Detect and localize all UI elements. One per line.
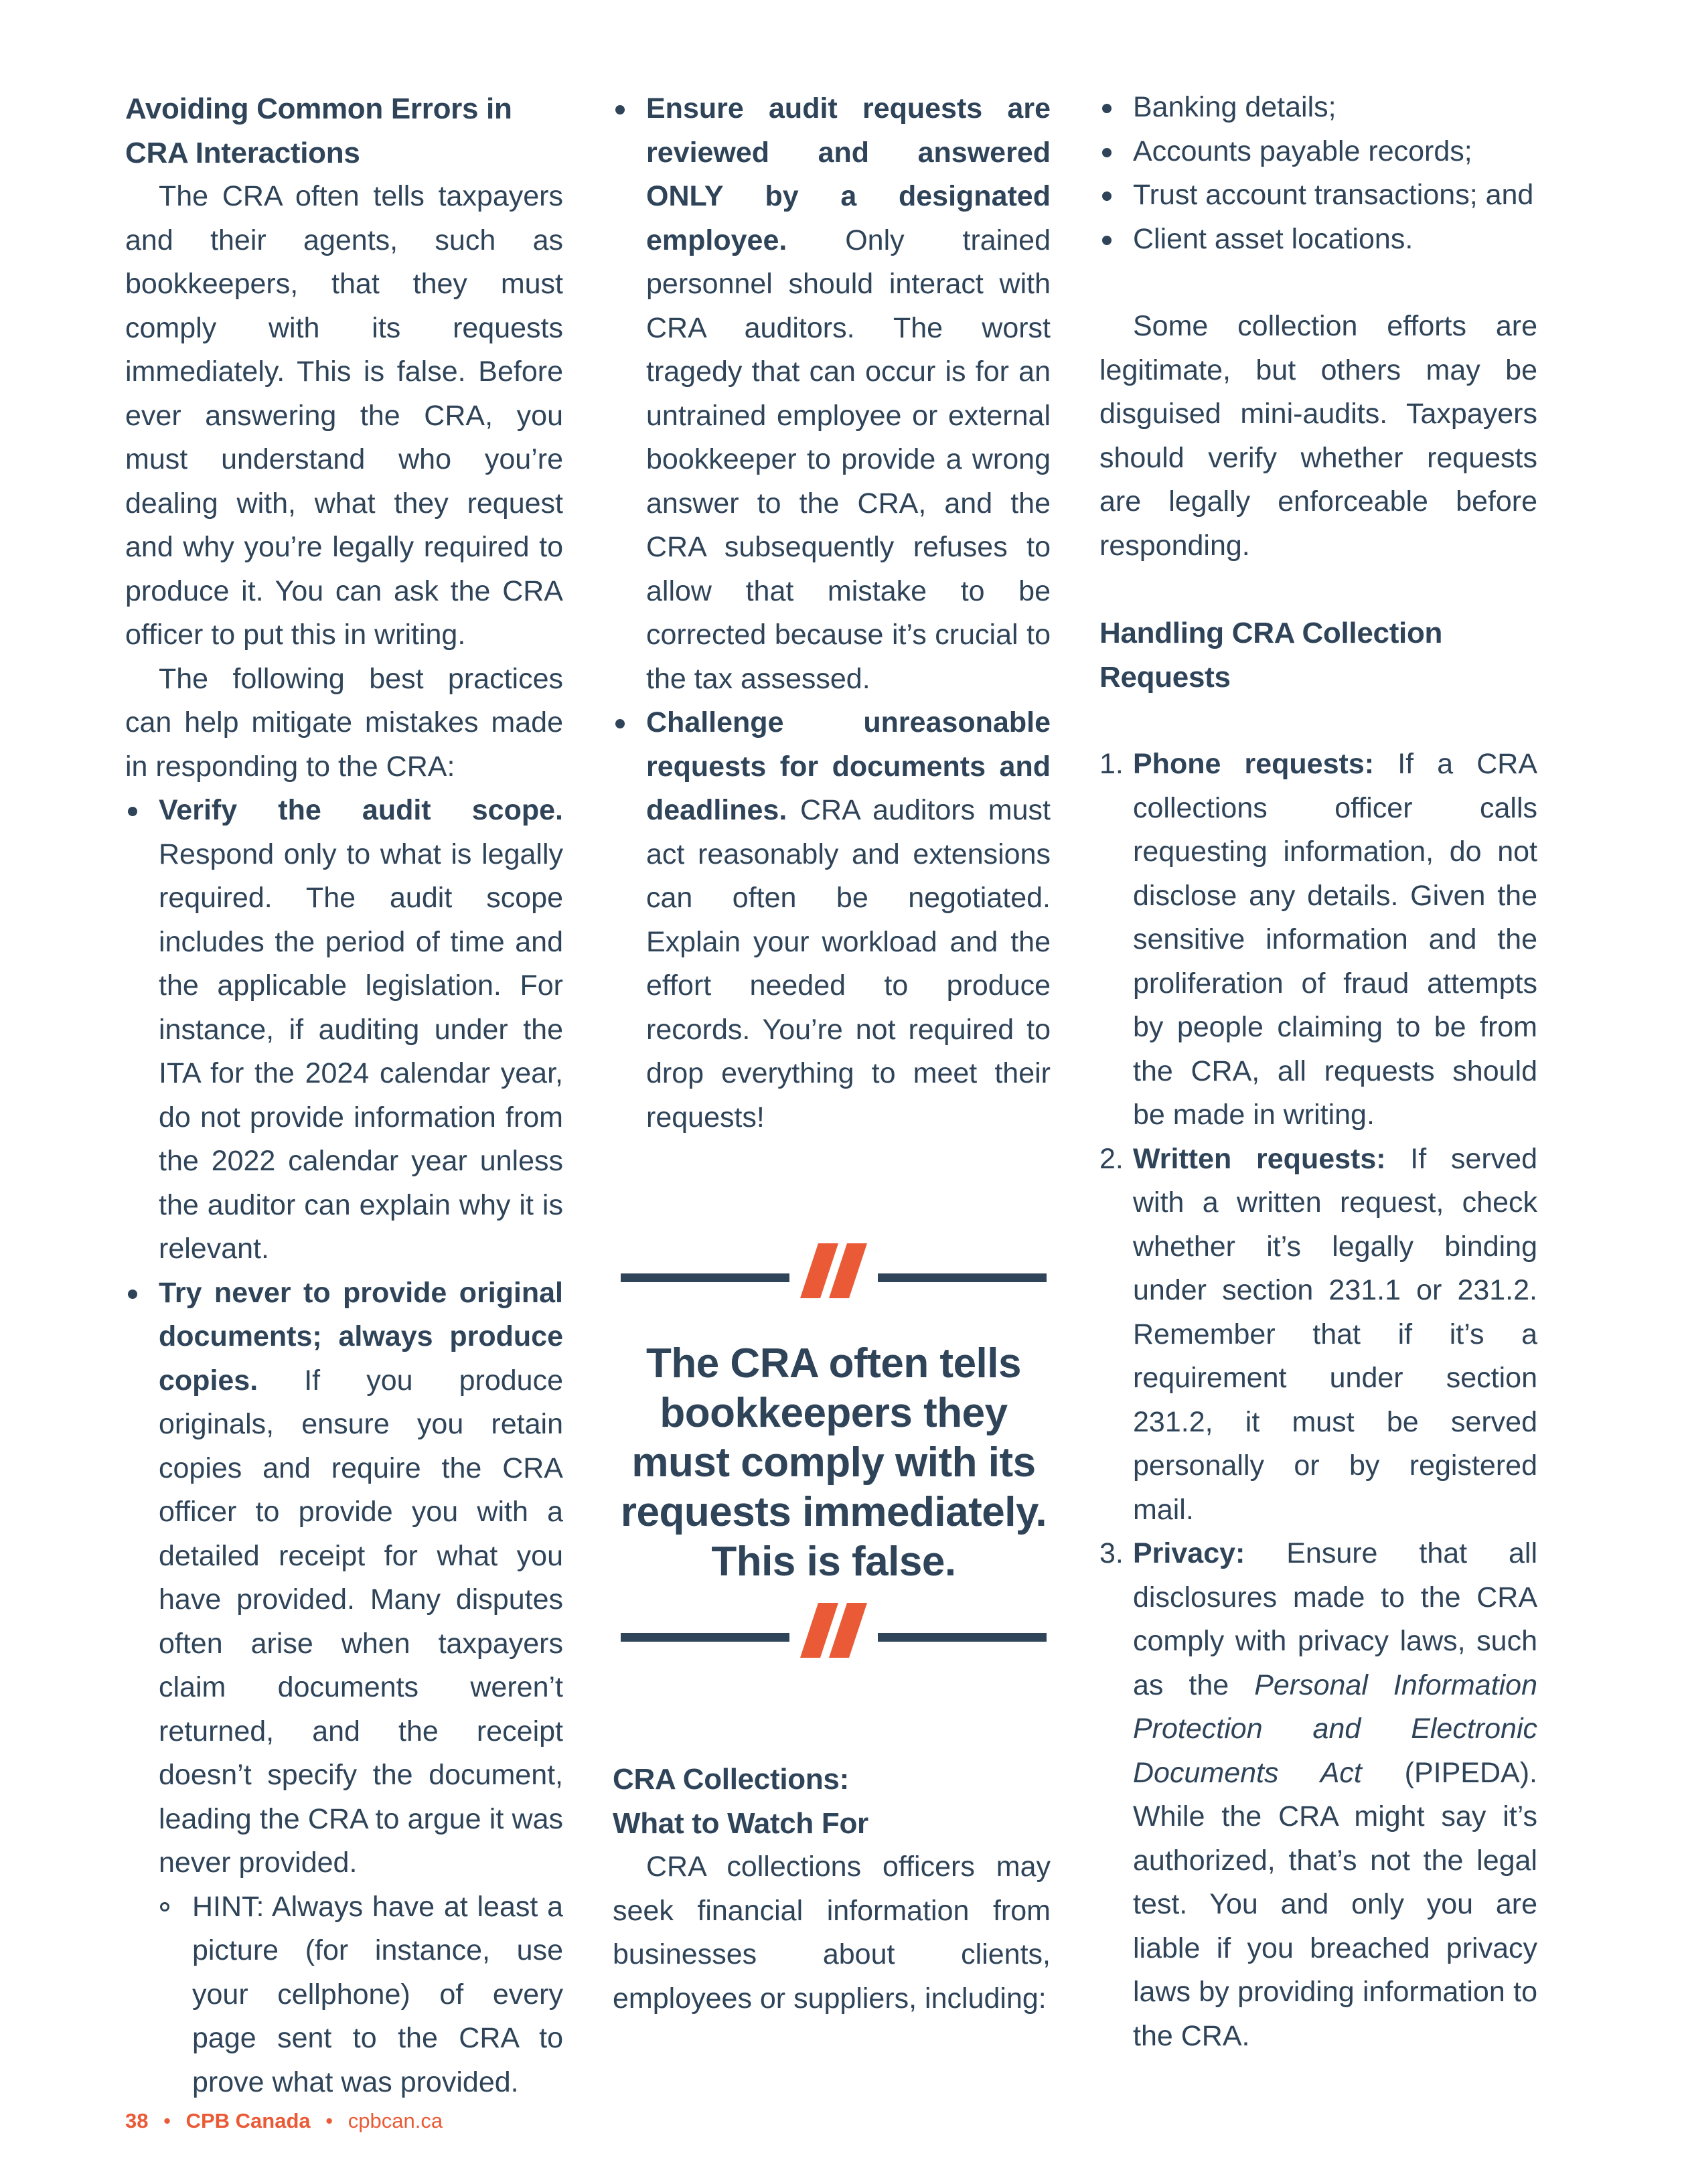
paragraph: The following best practices can help mitigate mistakes made in responding to the CRA: (125, 662, 563, 783)
act-title: Personal Information Protection and Electronic Documents Act (1133, 1668, 1537, 1789)
column-2-collections (613, 1758, 1051, 2021)
list-item (125, 789, 563, 1271)
numbered-item (1099, 743, 1537, 1138)
publication-name: CPB Canada (185, 2109, 311, 2132)
pull-quote-bottom-rule (613, 1602, 1055, 1675)
page-number: 38 (125, 2109, 149, 2132)
page-footer (125, 2109, 443, 2133)
requests-numbered-list (1099, 743, 1537, 2058)
item-lead: Written requests: (1133, 1142, 1386, 1175)
pull-quote-top-rule (613, 1242, 1055, 1316)
item-text: Ensure that all disclosures made to the CRA comply with privacy laws, such as the (1133, 1537, 1537, 1701)
section-heading-avoiding-errors: Avoiding Common Errors in CRA Interactions (125, 92, 512, 169)
list-item-text: Only trained personnel should interact with CRA auditors. The worst tragedy that can occur is for an untrained employee or external bookkeeper to provide a wrong answer to the CRA, and the CRA subsequently refuses to allow that mistake to be corrected because it’s crucial to the tax assessed. (646, 224, 1051, 695)
list-item-lead: Verify the audit scope. (159, 794, 563, 826)
financial-info-list (1099, 86, 1537, 261)
column-3 (1099, 86, 1537, 2058)
list-item: Accounts payable records; (1099, 130, 1537, 174)
quote-mark-icon (797, 1602, 870, 1675)
column-1 (125, 87, 563, 2104)
pull-quote-text: The CRA often tells bookkeepers they must comply with its requests immediately. This is false. (620, 1340, 1047, 1585)
divider (878, 1273, 1047, 1282)
list-item: Client asset locations. (1099, 218, 1537, 262)
item-text: If a CRA collections officer calls requesting information, do not disclose any details. Given the sensitive information and the proliferation of fraud attempts by people claiming to be from the CRA, all requests should be made in writing. (1133, 748, 1538, 1131)
list-item-lead: Ensure audit requests are reviewed and answered ONLY by a designated employee. (646, 92, 1051, 256)
divider (621, 1273, 789, 1282)
item-text: If served with a written request, check whether it’s legally binding under section 231.1 or 231.2. Remember that if it’s a requirement under section 231.2, it must be served personally or by registered mail. (1133, 1142, 1537, 1526)
paragraph: Some collection efforts are legitimate, but others may be disguised mini-audits. Taxpayers should verify whether requests are legally enforceable before responding. (1099, 310, 1537, 562)
list-item: Trust account transactions; and (1099, 173, 1537, 218)
section-heading-collections: CRA Collections: What to Watch For (613, 1763, 868, 1840)
divider (621, 1633, 789, 1642)
paragraph: CRA collections officers may seek financial information from businesses about clients, employees or suppliers, including: (613, 1851, 1051, 2015)
website-link[interactable]: cpbcan.ca (348, 2109, 443, 2132)
numbered-item (1099, 1138, 1537, 1533)
divider (878, 1633, 1047, 1642)
list-item (613, 87, 1051, 701)
quote-mark-icon (797, 1242, 870, 1316)
paragraph: The CRA often tells taxpayers and their agents, such as bookkeepers, that they must comply with its requests immediately. This is false. Before ever answering the CRA, you must understand who you’re dealing with, what they request and why you’re legally required to produce it. You can ask the CRA officer to put this in writing. (125, 180, 563, 651)
item-lead: Privacy: (1133, 1537, 1245, 1569)
list-item: Banking details; (1099, 86, 1537, 130)
item-text: (PIPEDA). While the CRA might say it’s authorized, that’s not the legal test. You and only you are liable if you breached privacy laws by providing information to the CRA. (1133, 1756, 1537, 2052)
section-heading-handling-requests: Handling CRA Collection Requests (1099, 617, 1443, 694)
list-item-text: CRA auditors must act reasonably and extensions can often be negotiated. Explain your workload and the effort needed to produce records. You’re not required to drop everything to meet their requests! (646, 794, 1051, 1134)
best-practices-list (125, 789, 563, 2104)
item-number: 2. (1099, 1142, 1124, 1175)
item-number: 1. (1099, 748, 1124, 780)
item-number: 3. (1099, 1537, 1124, 1569)
separator: • (325, 2109, 333, 2132)
list-item-lead: Challenge unreasonable requests for documents and deadlines. (646, 706, 1051, 826)
numbered-item (1099, 1532, 1537, 2058)
list-item-text: Respond only to what is legally required. The audit scope includes the period of time and the applicable legislation. For instance, if auditing under the ITA for the 2024 calendar year, do not provide information from the 2022 calendar year unless the auditor can explain why it is relevant. (159, 838, 563, 1265)
list-item-lead: Try never to provide original documents; always produce copies. (159, 1276, 563, 1397)
best-practices-list-continued (613, 87, 1051, 1140)
item-lead: Phone requests: (1133, 748, 1375, 780)
separator: • (163, 2109, 171, 2132)
column-2 (613, 87, 1051, 1140)
list-item (125, 1271, 563, 2105)
list-item (613, 701, 1051, 1140)
hint-item: HINT: Always have at least a picture (for instance, use your cellphone) of every page sent to the CRA to prove what was provided. (159, 1885, 563, 2105)
list-item-text: If you produce originals, ensure you retain copies and require the CRA officer to provide you with a detailed receipt for what you have provided. Many disputes often arise when taxpayers claim documents weren’t returned, and the receipt doesn’t specify the document, leading the CRA to argue it was never provided. (159, 1364, 563, 1879)
hint-sublist (159, 1885, 563, 2105)
pull-quote (613, 1242, 1055, 1675)
